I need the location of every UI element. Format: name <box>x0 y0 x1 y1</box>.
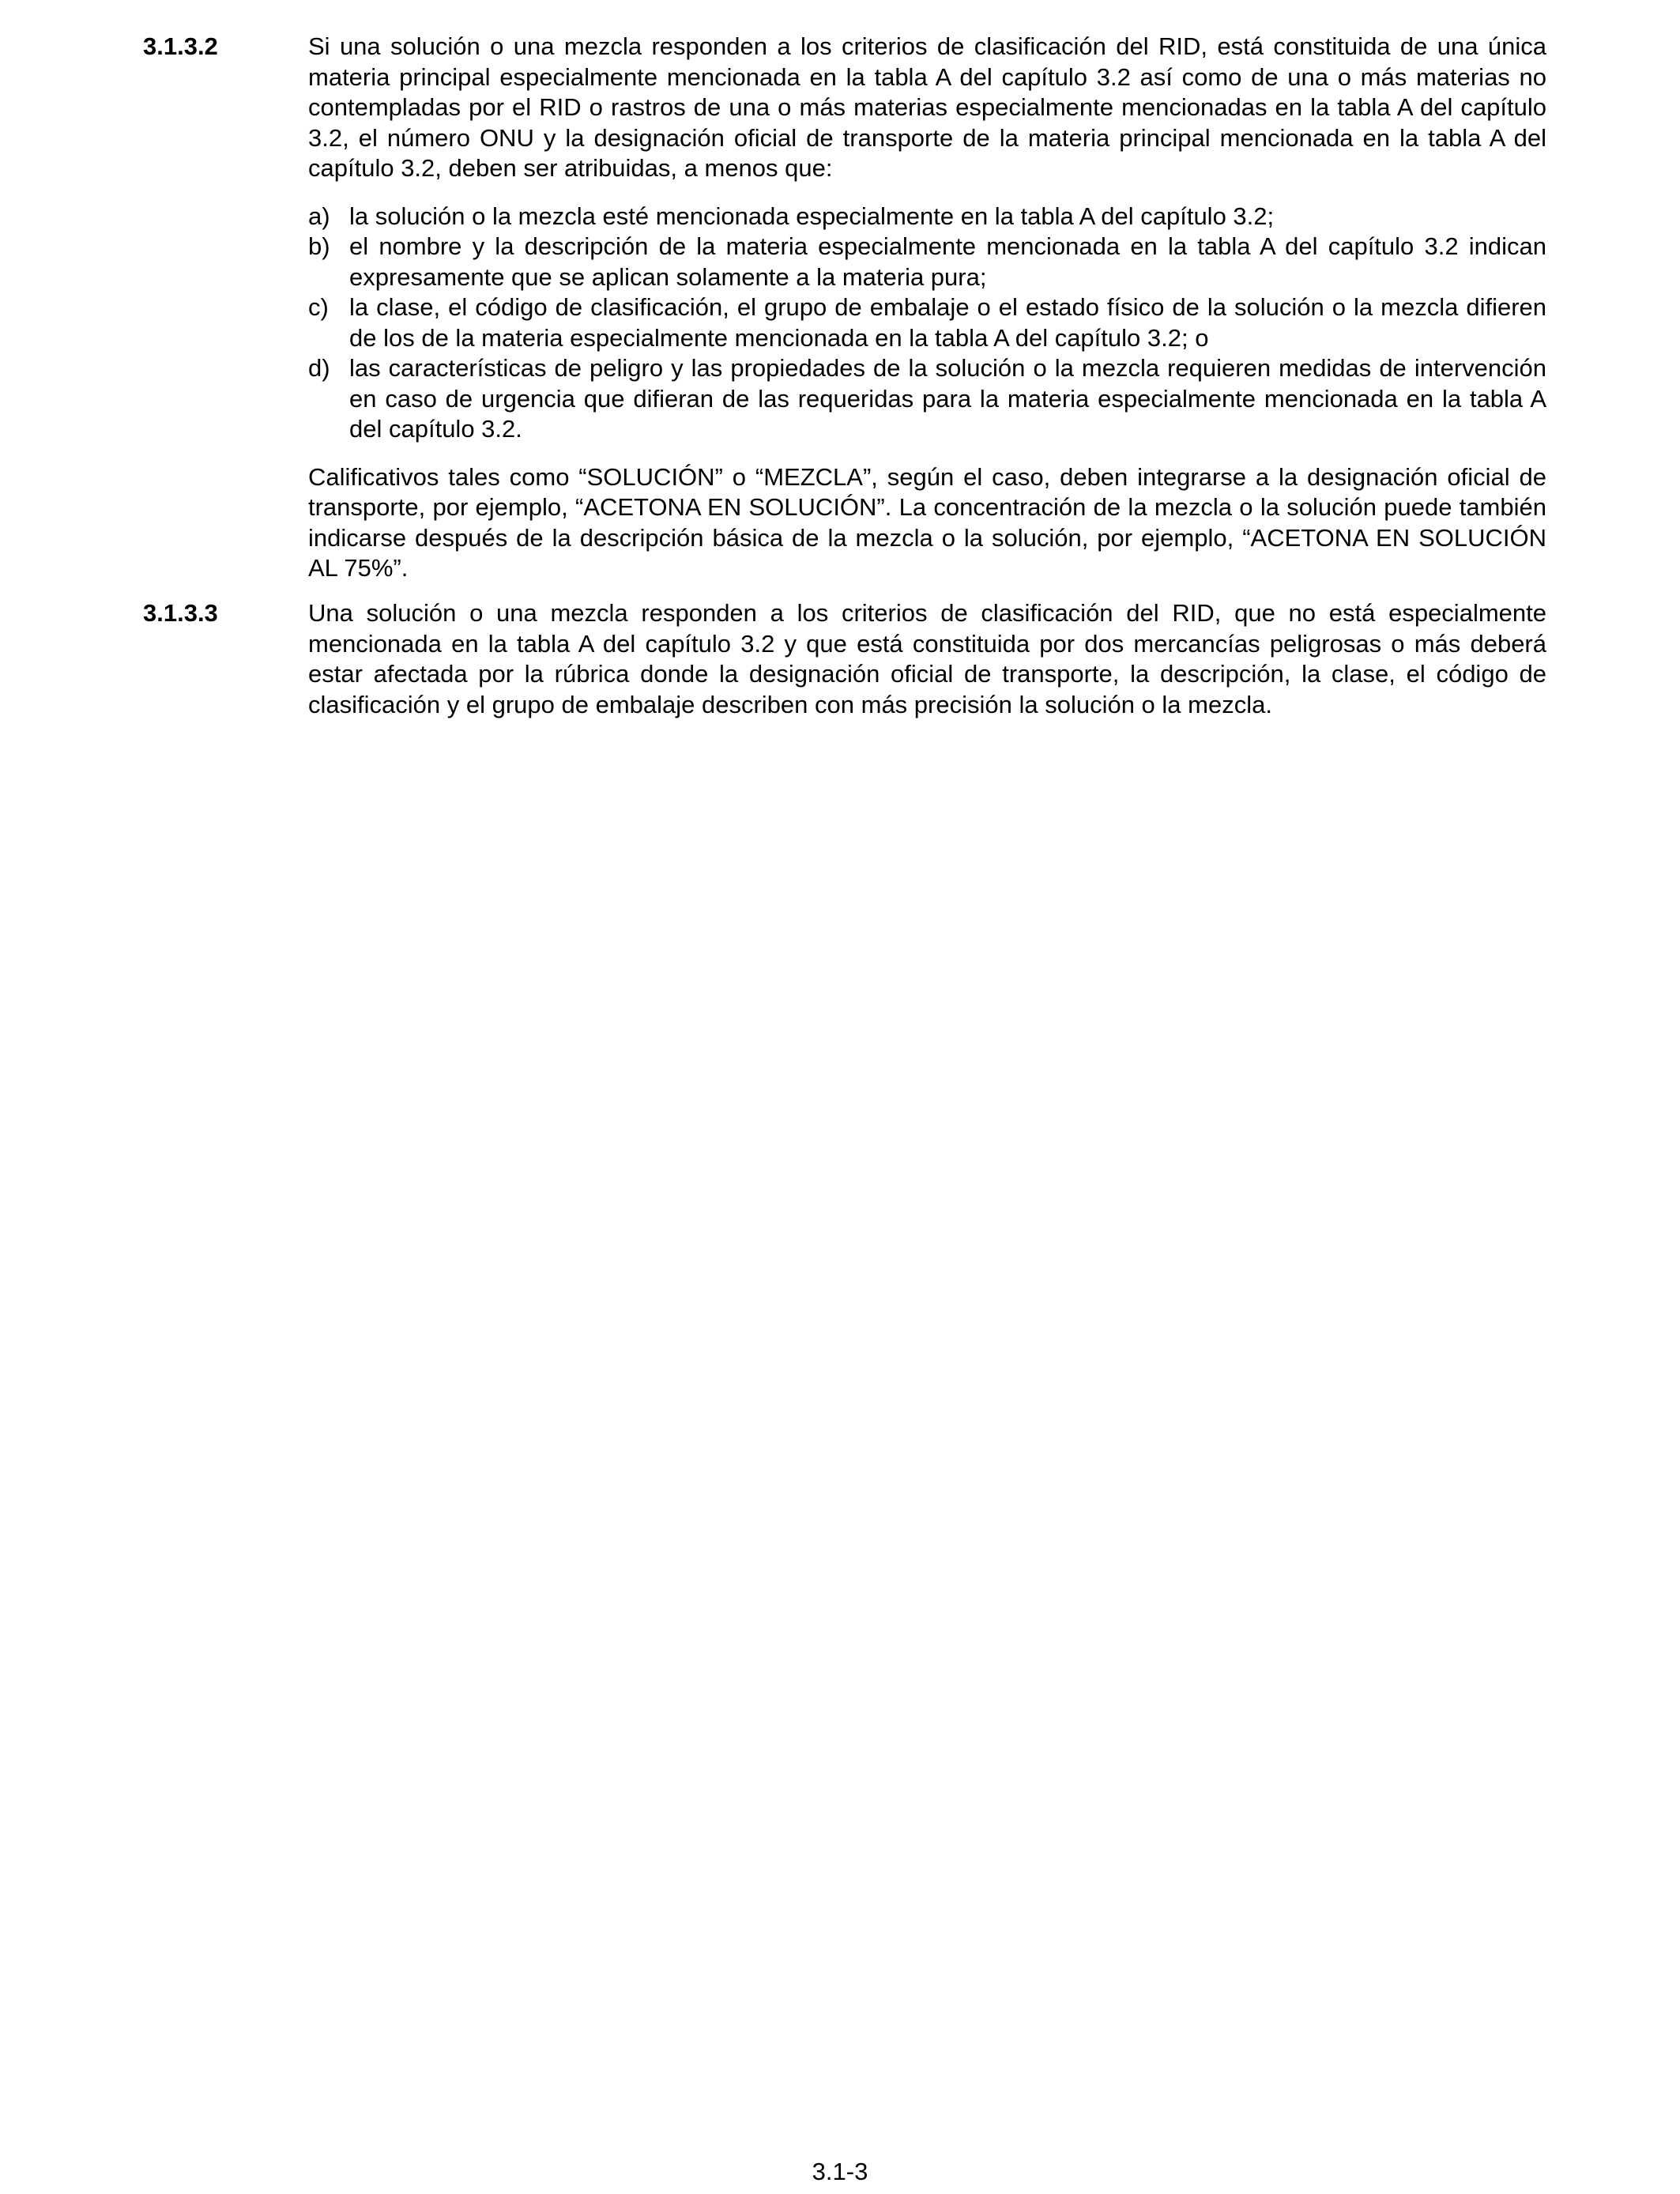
list-item <box>308 292 1546 353</box>
section-closing-paragraph: Calificativos tales como “SOLUCIÓN” o “MEZCLA”, según el caso, deben integrarse a la designación oficial de transporte, por ejemplo, “ACETONA EN SOLUCIÓN”. La concentración de la mezcla o la solución puede también indicarse después de la descripción básica de la mezcla o la solución, por ejemplo, “ACETONA EN SOLUCIÓN AL 75%”. <box>308 462 1546 582</box>
exception-list <box>308 202 1546 445</box>
section-number: 3.1.3.3 <box>143 599 218 627</box>
page-number: 3.1-3 <box>812 2158 868 2185</box>
section-intro-paragraph: Si una solución o una mezcla responden a los criterios de clasificación del RID, está constituida de una única materia principal especialmente mencionada en la tabla A del capítulo 3.2 así como de una o más materias no contempladas por el RID o rastros de una o más materias especialmente mencionadas en la tabla A del capítulo 3.2, el número ONU y la designación oficial de transporte de la materia principal mencionada en la tabla A del capítulo 3.2, deben ser atribuidas, a menos que: <box>308 32 1546 182</box>
section-intro-paragraph: Una solución o una mezcla responden a los criterios de clasificación del RID, que no está especialmente mencionada en la tabla A del capítulo 3.2 y que está constituida por dos mercancías peligrosas o más deberá estar afectada por la rúbrica donde la designación oficial de transporte, la descripción, la clase, el código de clasificación y el grupo de embalaje describen con más precisión la solución o la mezcla. <box>308 599 1546 718</box>
section-body <box>308 598 1546 720</box>
list-item-text: el nombre y la descripción de la materia especialmente mencionada en la tabla A del capítulo 3.2 indican expresamente que se aplican solamente a la materia pura; <box>349 232 1546 291</box>
list-item-text: la solución o la mezcla esté mencionada especialmente en la tabla A del capítulo 3.2; <box>349 202 1275 230</box>
section-body <box>308 32 1546 584</box>
section-number: 3.1.3.2 <box>143 32 218 60</box>
list-marker: b) <box>308 232 330 260</box>
list-marker: a) <box>308 202 330 230</box>
list-item <box>308 232 1546 292</box>
list-item-text: las características de peligro y las propiedades de la solución o la mezcla requieren medidas de intervención en caso de urgencia que difieran de las requeridas para la materia especialmente mencionada en la tabla A del capítulo 3.2. <box>349 354 1546 443</box>
list-item <box>308 202 1546 232</box>
list-item <box>308 353 1546 445</box>
list-item-text: la clase, el código de clasificación, el grupo de embalaje o el estado físico de la solución o la mezcla difieren de los de la materia especialmente mencionada en la tabla A del capítulo 3.2; o <box>349 293 1546 352</box>
list-marker: c) <box>308 293 329 321</box>
list-marker: d) <box>308 354 330 382</box>
